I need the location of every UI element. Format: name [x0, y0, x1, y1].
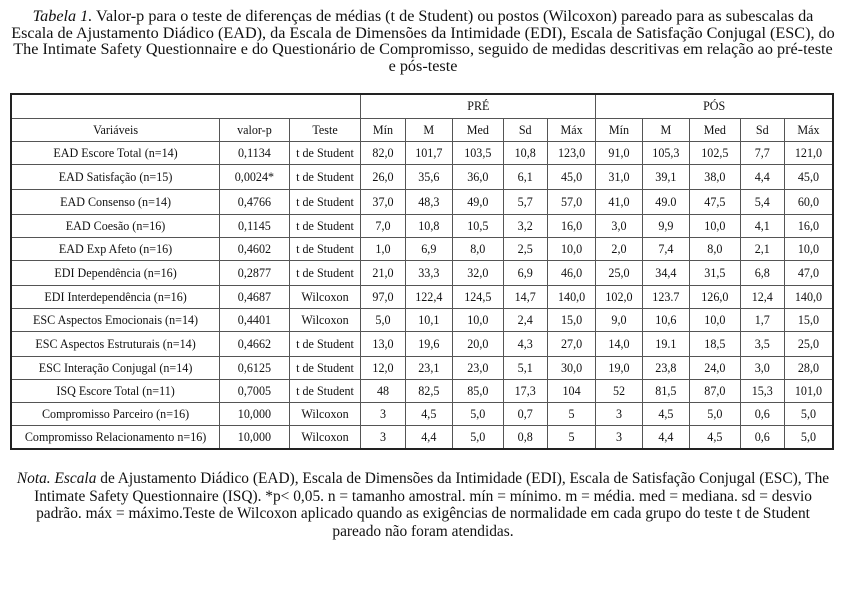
cell-pos-max: 15,0 [784, 309, 833, 332]
cell-pre-max: 10,0 [547, 238, 595, 261]
cell-pos-max: 121,0 [784, 142, 833, 165]
col-header-pre-sd: Sd [503, 119, 547, 142]
cell-pre-max: 16,0 [547, 215, 595, 238]
cell-pos-min: 102,0 [596, 286, 642, 309]
cell-valor-p: 0,4662 [220, 332, 290, 357]
cell-pos-min: 25,0 [596, 261, 642, 286]
cell-pos-m: 23,8 [642, 357, 689, 380]
cell-pos-max: 60,0 [784, 190, 833, 215]
cell-pos-m: 9,9 [642, 215, 689, 238]
cell-pre-max: 140,0 [547, 286, 595, 309]
table-row [11, 357, 833, 380]
cell-pre-min: 37,0 [361, 190, 405, 215]
cell-pre-sd: 5,1 [503, 357, 547, 380]
col-header-valor-p: valor-p [220, 119, 290, 142]
cell-pre-m: 35,6 [405, 165, 452, 190]
cell-pos-med: 18,5 [690, 332, 741, 357]
cell-teste: t de Student [289, 380, 361, 403]
table-row [11, 190, 833, 215]
cell-pre-sd: 5,7 [503, 190, 547, 215]
cell-valor-p: 10,000 [220, 403, 290, 426]
cell-pre-min: 82,0 [361, 142, 405, 165]
cell-pre-min: 3 [361, 403, 405, 426]
cell-pre-sd: 2,4 [503, 309, 547, 332]
cell-teste: t de Student [289, 215, 361, 238]
col-header-pos-max: Máx [784, 119, 833, 142]
caption-text: Valor-p para o teste de diferenças de médias (t de Student) ou postos (Wilcoxon) pareado para as subescalas da Escala de Ajustamento Diádico (EAD), da Escala de Dimensões da Intimidade (EDI), Escala de Satisfação Conjugal (ESC), do The Intimate Safety Questionnaire e do Questionário de Compromisso, seguido de medidas descritivas em relação ao pré-teste e pós-teste [11, 7, 835, 75]
cell-teste: t de Student [289, 261, 361, 286]
cell-pos-min: 91,0 [596, 142, 642, 165]
cell-pos-min: 3 [596, 426, 642, 450]
cell-pre-med: 10,0 [453, 309, 504, 332]
cell-teste: t de Student [289, 332, 361, 357]
cell-pre-max: 104 [547, 380, 595, 403]
cell-pos-sd: 4,4 [740, 165, 784, 190]
col-header-pre-min: Mín [361, 119, 405, 142]
cell-variavel: EAD Exp Afeto (n=16) [11, 238, 220, 261]
table-row [11, 215, 833, 238]
cell-pos-m: 49.0 [642, 190, 689, 215]
cell-pos-m: 10,6 [642, 309, 689, 332]
cell-pre-min: 3 [361, 426, 405, 450]
cell-variavel: ESC Interação Conjugal (n=14) [11, 357, 220, 380]
table-row [11, 238, 833, 261]
cell-teste: Wilcoxon [289, 426, 361, 450]
cell-pre-min: 13,0 [361, 332, 405, 357]
cell-pre-sd: 6,1 [503, 165, 547, 190]
cell-pre-med: 5,0 [453, 426, 504, 450]
cell-pre-med: 32,0 [453, 261, 504, 286]
caption-lead: Tabela 1. [32, 7, 93, 25]
cell-pos-med: 87,0 [690, 380, 741, 403]
table-note [10, 470, 836, 540]
cell-pre-m: 82,5 [405, 380, 452, 403]
table-row [11, 309, 833, 332]
cell-pre-max: 57,0 [547, 190, 595, 215]
cell-pre-max: 5 [547, 426, 595, 450]
cell-pre-max: 45,0 [547, 165, 595, 190]
cell-pos-max: 140,0 [784, 286, 833, 309]
cell-valor-p: 0,7005 [220, 380, 290, 403]
cell-pre-m: 10,1 [405, 309, 452, 332]
cell-pre-min: 97,0 [361, 286, 405, 309]
cell-pos-med: 126,0 [690, 286, 741, 309]
cell-pos-min: 41,0 [596, 190, 642, 215]
cell-pre-med: 23,0 [453, 357, 504, 380]
cell-pre-m: 6,9 [405, 238, 452, 261]
group-header-row [11, 94, 833, 119]
cell-pre-m: 4,5 [405, 403, 452, 426]
cell-valor-p: 0,4687 [220, 286, 290, 309]
cell-pos-m: 4,4 [642, 426, 689, 450]
cell-pre-max: 123,0 [547, 142, 595, 165]
cell-pre-med: 36,0 [453, 165, 504, 190]
cell-pre-max: 27,0 [547, 332, 595, 357]
cell-pos-max: 5,0 [784, 426, 833, 450]
cell-pre-med: 8,0 [453, 238, 504, 261]
cell-valor-p: 0,4401 [220, 309, 290, 332]
cell-pre-sd: 0,7 [503, 403, 547, 426]
cell-pre-sd: 6,9 [503, 261, 547, 286]
col-header-pos-sd: Sd [740, 119, 784, 142]
cell-pos-m: 4,5 [642, 403, 689, 426]
cell-pre-min: 5,0 [361, 309, 405, 332]
cell-pre-m: 23,1 [405, 357, 452, 380]
cell-variavel: ISQ Escore Total (n=11) [11, 380, 220, 403]
cell-variavel: EAD Satisfação (n=15) [11, 165, 220, 190]
cell-pre-med: 5,0 [453, 403, 504, 426]
col-header-pre-m: M [405, 119, 452, 142]
cell-pos-sd: 4,1 [740, 215, 784, 238]
cell-pos-sd: 2,1 [740, 238, 784, 261]
cell-pre-m: 101,7 [405, 142, 452, 165]
cell-teste: Wilcoxon [289, 309, 361, 332]
cell-pre-m: 33,3 [405, 261, 452, 286]
cell-pos-max: 10,0 [784, 238, 833, 261]
cell-pre-med: 103,5 [453, 142, 504, 165]
cell-pos-med: 102,5 [690, 142, 741, 165]
cell-teste: t de Student [289, 165, 361, 190]
cell-pre-med: 49,0 [453, 190, 504, 215]
cell-pos-max: 5,0 [784, 403, 833, 426]
cell-pre-m: 10,8 [405, 215, 452, 238]
cell-pos-med: 38,0 [690, 165, 741, 190]
cell-pos-sd: 1,7 [740, 309, 784, 332]
cell-pre-sd: 4,3 [503, 332, 547, 357]
cell-pos-m: 19.1 [642, 332, 689, 357]
column-header-row [11, 119, 833, 142]
cell-valor-p: 0,1145 [220, 215, 290, 238]
table-row [11, 380, 833, 403]
cell-pos-min: 14,0 [596, 332, 642, 357]
table-row [11, 142, 833, 165]
cell-pos-min: 52 [596, 380, 642, 403]
cell-pos-m: 39,1 [642, 165, 689, 190]
cell-pre-m: 19,6 [405, 332, 452, 357]
cell-pos-min: 2,0 [596, 238, 642, 261]
cell-variavel: ESC Aspectos Estruturais (n=14) [11, 332, 220, 357]
cell-pos-max: 16,0 [784, 215, 833, 238]
cell-valor-p: 10,000 [220, 426, 290, 450]
cell-pos-med: 24,0 [690, 357, 741, 380]
cell-pos-sd: 7,7 [740, 142, 784, 165]
note-text: de Ajustamento Diádico (EAD), Escala de Dimensões da Intimidade (EDI), Escala de Satisfação Conjugal (ESC), The Intimate Safety Questionnaire (ISQ). *p< 0,05. n = tamanho amostral. mín = mínimo. m = média. med = mediana. sd = desvio padrão. máx = máximo.Teste de Wilcoxon aplicado quando as exigências de normalidade em cada grupo do teste t de Student pareado não foram atendidas. [34, 470, 830, 540]
cell-teste: t de Student [289, 357, 361, 380]
cell-pos-med: 47,5 [690, 190, 741, 215]
cell-pre-m: 4,4 [405, 426, 452, 450]
table-caption [10, 8, 836, 74]
cell-pre-max: 30,0 [547, 357, 595, 380]
cell-valor-p: 0,6125 [220, 357, 290, 380]
cell-pre-sd: 0,8 [503, 426, 547, 450]
cell-pos-med: 4,5 [690, 426, 741, 450]
cell-valor-p: 0,0024* [220, 165, 290, 190]
cell-pre-med: 20,0 [453, 332, 504, 357]
group-spacer [11, 94, 361, 119]
cell-pos-max: 28,0 [784, 357, 833, 380]
cell-pos-max: 47,0 [784, 261, 833, 286]
cell-valor-p: 0,2877 [220, 261, 290, 286]
table-row [11, 426, 833, 450]
col-header-pos-min: Mín [596, 119, 642, 142]
cell-pos-med: 31,5 [690, 261, 741, 286]
cell-teste: Wilcoxon [289, 403, 361, 426]
table-row [11, 286, 833, 309]
group-pos: PÓS [596, 94, 833, 119]
col-header-pre-med: Med [453, 119, 504, 142]
cell-pre-sd: 2,5 [503, 238, 547, 261]
cell-pre-med: 124,5 [453, 286, 504, 309]
cell-pre-sd: 14,7 [503, 286, 547, 309]
cell-pos-med: 10,0 [690, 215, 741, 238]
cell-valor-p: 0,4766 [220, 190, 290, 215]
cell-pos-sd: 0,6 [740, 426, 784, 450]
cell-pre-max: 46,0 [547, 261, 595, 286]
cell-pos-max: 101,0 [784, 380, 833, 403]
cell-pos-max: 45,0 [784, 165, 833, 190]
cell-pos-m: 81,5 [642, 380, 689, 403]
cell-pos-sd: 3,5 [740, 332, 784, 357]
cell-variavel: EAD Escore Total (n=14) [11, 142, 220, 165]
cell-pos-med: 5,0 [690, 403, 741, 426]
cell-pre-max: 5 [547, 403, 595, 426]
cell-pos-min: 3,0 [596, 215, 642, 238]
cell-pre-sd: 10,8 [503, 142, 547, 165]
col-header-pos-med: Med [690, 119, 741, 142]
cell-pos-min: 9,0 [596, 309, 642, 332]
cell-teste: Wilcoxon [289, 286, 361, 309]
cell-variavel: EAD Coesão (n=16) [11, 215, 220, 238]
cell-valor-p: 0,1134 [220, 142, 290, 165]
cell-pre-min: 1,0 [361, 238, 405, 261]
col-header-teste: Teste [289, 119, 361, 142]
results-table [10, 93, 834, 450]
note-lead: Nota. Escala [16, 470, 97, 487]
col-header-pos-m: M [642, 119, 689, 142]
cell-pre-sd: 3,2 [503, 215, 547, 238]
cell-pos-sd: 6,8 [740, 261, 784, 286]
cell-pos-m: 7,4 [642, 238, 689, 261]
cell-pos-med: 10,0 [690, 309, 741, 332]
cell-pos-min: 19,0 [596, 357, 642, 380]
cell-pos-sd: 0,6 [740, 403, 784, 426]
cell-pos-max: 25,0 [784, 332, 833, 357]
cell-variavel: EAD Consenso (n=14) [11, 190, 220, 215]
col-header-variaveis: Variáveis [11, 119, 220, 142]
table-body [11, 142, 833, 450]
table-row [11, 261, 833, 286]
cell-pre-m: 48,3 [405, 190, 452, 215]
cell-pre-m: 122,4 [405, 286, 452, 309]
cell-pre-min: 21,0 [361, 261, 405, 286]
cell-pre-med: 10,5 [453, 215, 504, 238]
cell-pre-min: 26,0 [361, 165, 405, 190]
cell-variavel: EDI Interdependência (n=16) [11, 286, 220, 309]
table-row [11, 165, 833, 190]
table-row [11, 332, 833, 357]
col-header-pre-max: Máx [547, 119, 595, 142]
cell-valor-p: 0,4602 [220, 238, 290, 261]
cell-teste: t de Student [289, 142, 361, 165]
cell-pre-min: 48 [361, 380, 405, 403]
cell-teste: t de Student [289, 190, 361, 215]
cell-pos-sd: 12,4 [740, 286, 784, 309]
cell-pre-min: 7,0 [361, 215, 405, 238]
cell-pre-max: 15,0 [547, 309, 595, 332]
group-pre: PRÉ [361, 94, 596, 119]
cell-pos-sd: 3,0 [740, 357, 784, 380]
cell-pre-med: 85,0 [453, 380, 504, 403]
cell-pos-med: 8,0 [690, 238, 741, 261]
cell-pos-min: 3 [596, 403, 642, 426]
cell-pos-m: 34,4 [642, 261, 689, 286]
cell-variavel: ESC Aspectos Emocionais (n=14) [11, 309, 220, 332]
cell-pos-m: 105,3 [642, 142, 689, 165]
cell-variavel: Compromisso Parceiro (n=16) [11, 403, 220, 426]
cell-variavel: EDI Dependência (n=16) [11, 261, 220, 286]
cell-variavel: Compromisso Relacionamento n=16) [11, 426, 220, 450]
table-row [11, 403, 833, 426]
cell-pos-sd: 5,4 [740, 190, 784, 215]
cell-teste: t de Student [289, 238, 361, 261]
cell-pos-sd: 15,3 [740, 380, 784, 403]
cell-pre-sd: 17,3 [503, 380, 547, 403]
cell-pos-min: 31,0 [596, 165, 642, 190]
cell-pos-m: 123.7 [642, 286, 689, 309]
cell-pre-min: 12,0 [361, 357, 405, 380]
